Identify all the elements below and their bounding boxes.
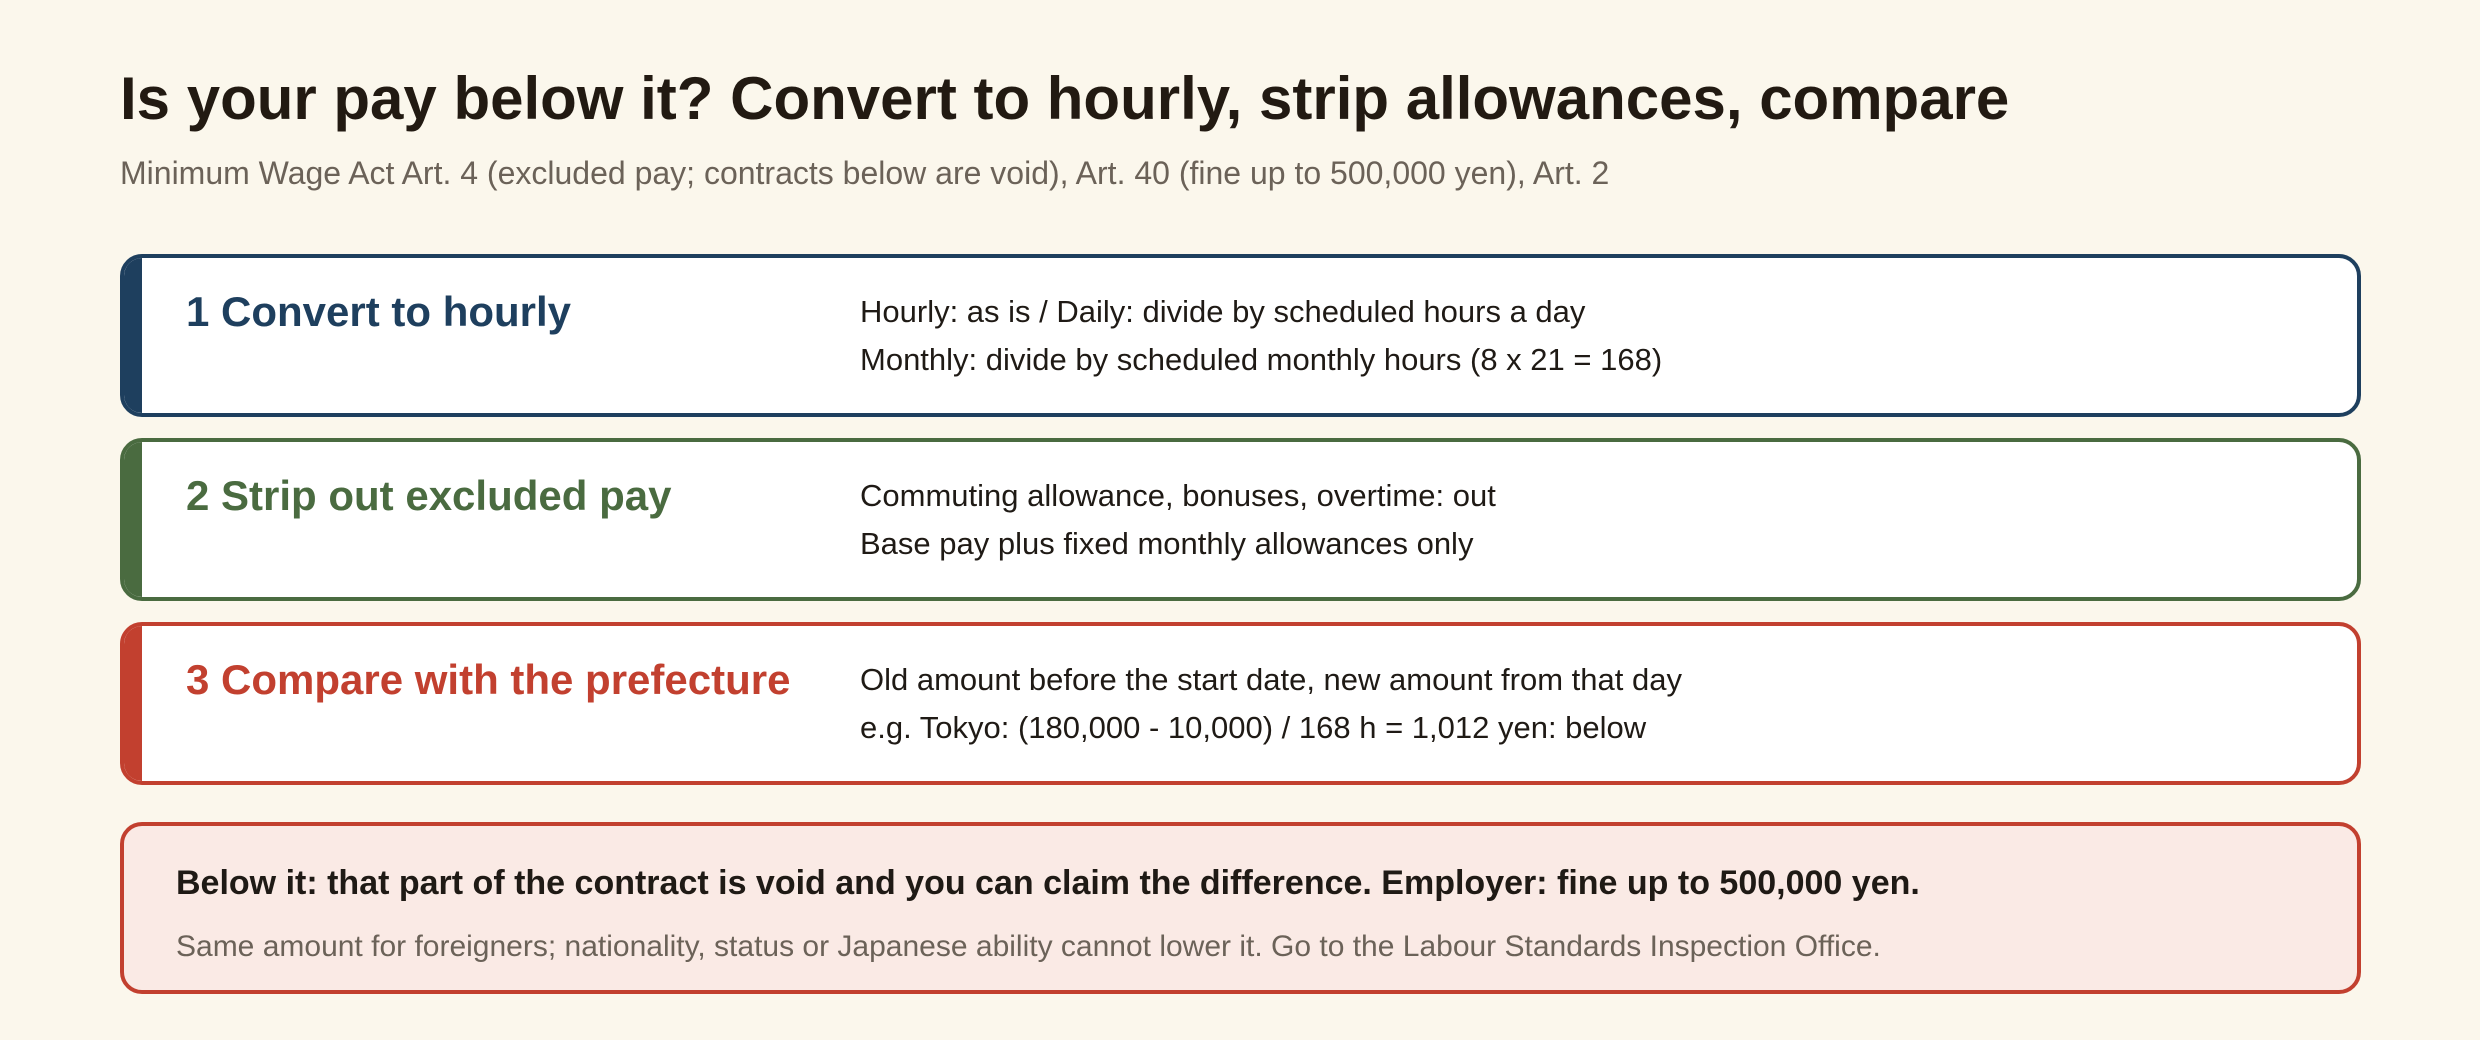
page-title: Is your pay below it? Convert to hourly, strip allowances, compare — [120, 65, 2010, 132]
step-accent-bar — [124, 626, 142, 781]
step-description — [860, 288, 1662, 384]
step-card-compare-with-prefecture — [120, 622, 2361, 785]
warning-note-text: Same amount for foreigners; nationality, status or Japanese ability cannot lower it. Go to the Labour Standards Inspection Office. — [176, 930, 1881, 963]
step-heading: 2 Strip out excluded pay — [186, 472, 672, 519]
step-accent-bar — [124, 442, 142, 597]
step-accent-bar — [124, 258, 142, 413]
step-heading: 1 Convert to hourly — [186, 288, 572, 335]
step-line: Base pay plus fixed monthly allowances only — [860, 526, 1474, 561]
step-heading: 3 Compare with the prefecture — [186, 656, 791, 703]
step-card-strip-excluded-pay — [120, 438, 2361, 601]
page-subtitle: Minimum Wage Act Art. 4 (excluded pay; contracts below are void), Art. 40 (fine up to 500,000 yen), Art. 2 — [120, 155, 1610, 191]
step-line: Monthly: divide by scheduled monthly hours (8 x 21 = 168) — [860, 342, 1663, 377]
step-line: Hourly: as is / Daily: divide by scheduled hours a day — [860, 294, 1586, 329]
warning-main-text: Below it: that part of the contract is void and you can claim the difference. Employer: fine up to 500,000 yen. — [176, 864, 1920, 902]
warning-callout — [120, 822, 2361, 994]
step-line: e.g. Tokyo: (180,000 - 10,000) / 168 h = 1,012 yen: below — [860, 710, 1647, 745]
step-card-convert-to-hourly — [120, 254, 2361, 417]
step-description — [860, 472, 1496, 568]
step-line: Old amount before the start date, new amount from that day — [860, 662, 1682, 697]
step-description — [860, 656, 1682, 752]
step-line: Commuting allowance, bonuses, overtime: out — [860, 478, 1496, 513]
